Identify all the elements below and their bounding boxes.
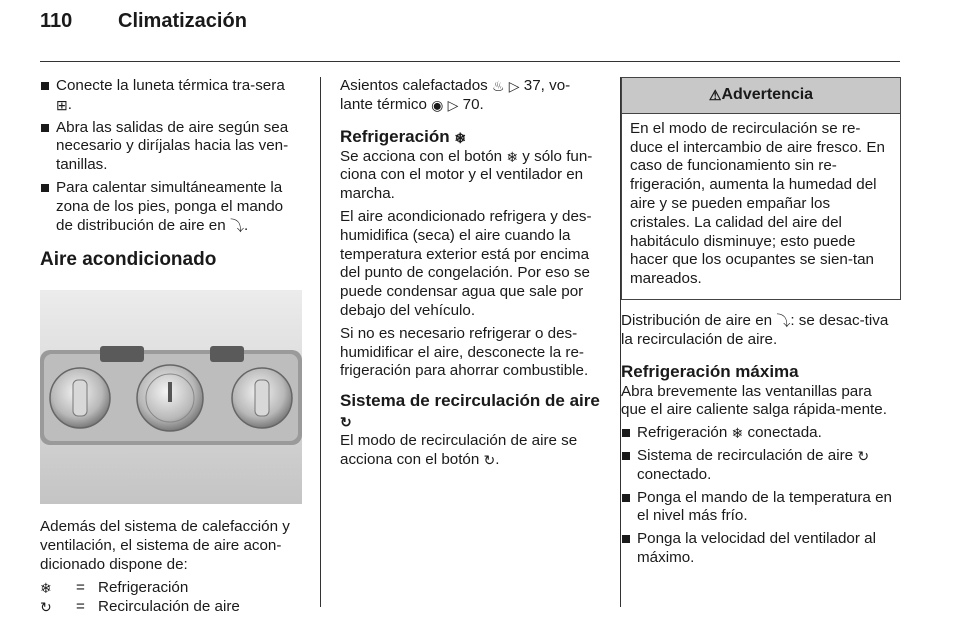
section-title-aire-acondicionado: Aire acondicionado [40, 249, 217, 271]
heated-seat-icon: ♨ [491, 78, 505, 94]
paragraph: Si no es necesario refrigerar o des-humidificar el aire, desconecte la re-frigeración para ahorrar combustible. [340, 324, 589, 380]
ac-button [100, 346, 144, 362]
snowflake-icon: ❄ [506, 148, 519, 165]
header-rule [40, 61, 900, 62]
rear-defrost-button [210, 346, 244, 362]
list-item: Conecte la luneta térmica tra-sera ⊞. [40, 77, 300, 115]
section-title-refrigeracion: Refrigeración ❄ [340, 126, 467, 146]
heated-steering-wheel-icon: ◉ [431, 96, 444, 113]
list-item: Ponga la velocidad del ventilador al máximo. [621, 530, 901, 568]
snowflake-icon: ❄ [454, 129, 467, 146]
page-number: 110 [40, 10, 73, 32]
warning-text: En el modo de recirculación se re-duce el intercambio de aire fresco. En caso de funcionamiento sin re-frigeración, aumenta la humedad del aire y se pueden empañar los cristales. La calidad del aire del habitáculo disminuye; esto puede hacer que los ocupantes se sien-tan mareados. [630, 119, 885, 288]
rear-window-heater-icon: ⊞ [56, 96, 68, 113]
legend-row: ↻ = Recirculación de aire [40, 598, 240, 616]
list-item: Sistema de recirculación de aire ↻ conectado. [621, 447, 901, 485]
page-reference-triangle: ▷ [447, 96, 459, 113]
warning-header: ⚠Advertencia [622, 78, 900, 114]
snowflake-icon: ❄ [731, 425, 744, 442]
symbol-legend [40, 579, 240, 619]
recirculation-car-icon: ↻ [340, 414, 352, 431]
legend-row: ❄ = Refrigeración [40, 578, 189, 596]
paragraph: Abra brevemente las ventanillas para que el aire caliente salga rápida-mente. [621, 382, 887, 419]
column-left [40, 77, 300, 618]
caption: Además del sistema de calefacción y ventilación, el sistema de aire acon-dicionado dispone de: [40, 518, 290, 573]
footwell-air-icon: ⤵ [229, 217, 244, 234]
page-reference-triangle: ▷ [508, 78, 520, 94]
list-item: Para calentar simultáneamente la zona de los pies, ponga el mando de distribución de aire en ⤵. [40, 179, 300, 235]
list-item: Ponga el mando de la temperatura en el nivel más frío. [621, 489, 901, 527]
max-cooling-list [621, 424, 901, 568]
recirculation-car-icon: ↻ [483, 451, 496, 468]
section-title-refrigeracion-maxima: Refrigeración máxima [621, 361, 799, 381]
column-divider [320, 77, 321, 607]
warning-icon: ⚠ [708, 87, 722, 103]
column-right: ⚠Advertencia En el modo de recirculación se re-duce el intercambio de aire fresco. En caso de funcionamiento sin re-frigeración, aumenta la humedad del aire y se pueden empañar los cristales. La calidad del aire del habitáculo disminuye; esto puede hacer que los ocupantes se sien-tan mareados. Distribución de aire en ⤵: se desac-tiva la recirculación de aire. Refrigeración máxima Abra brevemente las ventanillas para que el aire caliente salga rápida-mente. Refrigeración ❄ conectada. Sistema de recirculación de aire ↻ conectado. Ponga el mando de la temperatura en el nivel más frío. Ponga la velocidad del ventilador al máximo. [621, 77, 901, 572]
warning-box [621, 77, 901, 300]
column-middle: Asientos calefactados ♨ ▷ 37, vo-lante térmico ◉ ▷ 70. Refrigeración ❄ Se acciona con el botón ❄ y sólo fun-ciona con el motor y el ventilador en marcha. El aire acondicionado refrigera y des-humidifica (seca) el aire cuando la temperatura exterior está por encima del punto de congelación. Por eso se puede condensar agua que sale por debajo del vehículo. Si no es necesario refrigerar o des-humidificar el aire, desconecte la re-frigeración para ahorrar combustible. Sistema de recirculación de aire ↻ El modo de recirculación de aire se acciona con el botón ↻. [340, 77, 602, 474]
instruction-list [40, 77, 300, 235]
page-title: Climatización [118, 10, 247, 32]
climate-control-panel-photo [40, 290, 302, 504]
recirculation-car-icon: ↻ [40, 599, 52, 616]
section-title-recirculacion: Sistema de recirculación de aire ↻ [340, 391, 600, 431]
intro-paragraph: Asientos calefactados ♨ ▷ 37, vo-lante térmico ◉ ▷ 70. [340, 77, 571, 113]
snowflake-icon: ❄ [40, 579, 52, 596]
list-item: Refrigeración ❄ conectada. [621, 424, 901, 443]
list-item: Abra las salidas de aire según sea necesario y diríjalas hacia las ven-tanillas. [40, 119, 300, 175]
page-header [40, 10, 247, 33]
recirculation-car-icon: ↻ [857, 447, 870, 464]
footwell-air-icon: ⤵ [776, 312, 791, 329]
paragraph: El aire acondicionado refrigera y des-humidifica (seca) el aire cuando la temperatura exterior está por encima del punto de congelación. Por eso se puede condensar agua que sale por debajo del vehículo. [340, 207, 592, 319]
